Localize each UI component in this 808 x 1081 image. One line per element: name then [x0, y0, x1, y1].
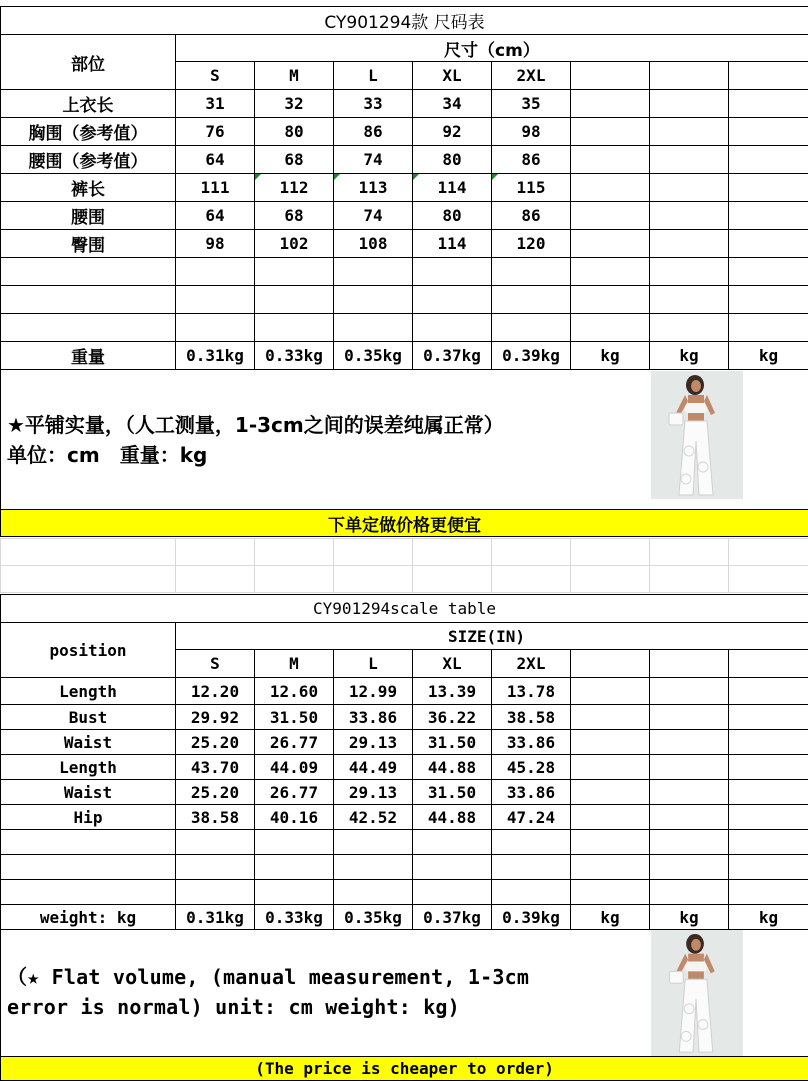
value-cell: 40.16 — [255, 805, 334, 830]
empty-cell — [650, 62, 729, 90]
model-figure-icon — [651, 930, 743, 1056]
table-row — [1, 755, 808, 780]
value-cell: 47.24 — [492, 805, 571, 830]
row-label: Length — [1, 678, 176, 705]
size-s: S — [176, 650, 255, 678]
row-label: 腰围（参考值） — [1, 146, 176, 174]
value-text: 113 — [359, 178, 388, 197]
weight-cell: kg — [650, 905, 729, 930]
empty-row — [1, 880, 808, 905]
empty-cell — [729, 705, 808, 730]
value-cell: 80 — [255, 118, 334, 146]
empty-cell — [650, 230, 729, 258]
cn-note — [7, 410, 504, 470]
value-cell: 33.86 — [492, 780, 571, 805]
en-part-header: position — [1, 623, 176, 678]
en-note-line2: error is normal) unit: cm weight: kg) — [7, 992, 529, 1022]
empty-cell — [729, 230, 808, 258]
spreadsheet-gap — [0, 538, 808, 593]
row-label: 裤长 — [1, 174, 176, 202]
weight-cell: 0.37kg — [413, 342, 492, 370]
table-row — [1, 705, 808, 730]
empty-cell — [650, 118, 729, 146]
empty-cell — [571, 730, 650, 755]
value-cell: 44.88 — [413, 755, 492, 780]
comment-marker-icon — [413, 174, 419, 180]
value-cell: 120 — [492, 230, 571, 258]
value-cell — [492, 174, 571, 202]
size-m: M — [255, 650, 334, 678]
comment-marker-icon — [255, 174, 261, 180]
value-cell: 80 — [413, 202, 492, 230]
table-row — [1, 805, 808, 830]
weight-label: weight: kg — [1, 905, 176, 930]
en-note-line1: （★ Flat volume, (manual measurement, 1-3cm — [7, 962, 529, 992]
product-photo — [651, 930, 743, 1057]
size-l: L — [334, 650, 413, 678]
weight-cell: 0.33kg — [255, 342, 334, 370]
row-label: Bust — [1, 705, 176, 730]
value-cell: 74 — [334, 202, 413, 230]
weight-cell: 0.31kg — [176, 342, 255, 370]
row-label: Length — [1, 755, 176, 780]
value-cell: 33.86 — [334, 705, 413, 730]
weight-cell: 0.39kg — [492, 342, 571, 370]
empty-cell — [729, 146, 808, 174]
value-cell: 26.77 — [255, 730, 334, 755]
value-cell: 102 — [255, 230, 334, 258]
value-cell: 44.49 — [334, 755, 413, 780]
empty-cell — [571, 62, 650, 90]
empty-cell — [729, 174, 808, 202]
row-label: Hip — [1, 805, 176, 830]
value-cell: 13.78 — [492, 678, 571, 705]
weight-cell: kg — [571, 905, 650, 930]
empty-cell — [729, 780, 808, 805]
size-2xl: 2XL — [492, 62, 571, 90]
weight-row — [1, 342, 808, 370]
value-cell: 12.60 — [255, 678, 334, 705]
empty-cell — [650, 146, 729, 174]
empty-cell — [571, 202, 650, 230]
empty-cell — [729, 678, 808, 705]
value-cell: 44.88 — [413, 805, 492, 830]
value-cell: 31.50 — [413, 730, 492, 755]
table-row — [1, 118, 808, 146]
value-text: 114 — [438, 178, 467, 197]
table-row — [1, 90, 808, 118]
en-promo-banner: (The price is cheaper to order) — [1, 1057, 808, 1081]
empty-cell — [571, 705, 650, 730]
empty-cell — [650, 678, 729, 705]
empty-cell — [729, 650, 808, 678]
value-text: 112 — [280, 178, 309, 197]
weight-cell: 0.35kg — [334, 342, 413, 370]
value-cell: 45.28 — [492, 755, 571, 780]
cn-promo-banner: 下单定做价格更便宜 — [1, 510, 808, 537]
empty-cell — [571, 174, 650, 202]
row-label: Waist — [1, 780, 176, 805]
row-label: Waist — [1, 730, 176, 755]
value-cell — [334, 174, 413, 202]
value-cell: 12.99 — [334, 678, 413, 705]
empty-cell — [650, 202, 729, 230]
empty-cell — [650, 780, 729, 805]
value-cell: 44.09 — [255, 755, 334, 780]
comment-marker-icon — [492, 174, 498, 180]
size-xl: XL — [413, 650, 492, 678]
empty-cell — [650, 805, 729, 830]
value-cell: 31.50 — [255, 705, 334, 730]
value-cell — [255, 174, 334, 202]
table-row — [1, 730, 808, 755]
cn-note-line2: 单位：cm 重量：kg — [7, 440, 504, 470]
value-cell: 68 — [255, 202, 334, 230]
cn-chart-title: CY901294款 尺码表 — [1, 7, 808, 35]
value-cell: 35 — [492, 90, 571, 118]
value-cell: 31.50 — [413, 780, 492, 805]
empty-cell — [650, 650, 729, 678]
empty-cell — [650, 755, 729, 780]
value-cell: 114 — [413, 230, 492, 258]
empty-row — [1, 855, 808, 880]
en-note-cell — [1, 930, 808, 1057]
cn-note-line1: ★平铺实量，（人工测量，1-3cm之间的误差纯属正常） — [7, 410, 504, 440]
value-cell: 38.58 — [492, 705, 571, 730]
empty-cell — [650, 705, 729, 730]
value-text: 115 — [517, 178, 546, 197]
empty-cell — [729, 730, 808, 755]
empty-cell — [571, 146, 650, 174]
weight-label: 重量 — [1, 342, 176, 370]
empty-row — [1, 830, 808, 855]
value-cell: 25.20 — [176, 780, 255, 805]
en-chart-title: CY901294scale table — [1, 595, 808, 623]
empty-cell — [571, 118, 650, 146]
size-m: M — [255, 62, 334, 90]
empty-cell — [571, 780, 650, 805]
value-cell: 92 — [413, 118, 492, 146]
table-row — [1, 174, 808, 202]
cn-size-chart — [0, 6, 808, 537]
empty-cell — [571, 230, 650, 258]
value-cell: 108 — [334, 230, 413, 258]
value-cell: 64 — [176, 202, 255, 230]
value-cell: 64 — [176, 146, 255, 174]
size-2xl: 2XL — [492, 650, 571, 678]
value-cell: 26.77 — [255, 780, 334, 805]
empty-cell — [571, 650, 650, 678]
cn-part-header: 部位 — [1, 35, 176, 90]
empty-cell — [650, 90, 729, 118]
value-cell: 98 — [492, 118, 571, 146]
value-cell: 98 — [176, 230, 255, 258]
value-cell: 29.92 — [176, 705, 255, 730]
product-photo — [651, 371, 743, 499]
en-note — [7, 962, 529, 1022]
table-row — [1, 230, 808, 258]
size-s: S — [176, 62, 255, 90]
empty-row — [1, 314, 808, 342]
value-cell: 36.22 — [413, 705, 492, 730]
weight-cell: 0.31kg — [176, 905, 255, 930]
en-size-chart — [0, 594, 808, 1081]
empty-cell — [571, 755, 650, 780]
weight-cell: 0.39kg — [492, 905, 571, 930]
model-figure-icon — [651, 371, 743, 499]
value-cell: 76 — [176, 118, 255, 146]
row-label: 腰围 — [1, 202, 176, 230]
weight-cell: kg — [729, 905, 808, 930]
value-cell — [413, 174, 492, 202]
empty-row — [1, 286, 808, 314]
value-cell: 111 — [176, 174, 255, 202]
table-row — [1, 780, 808, 805]
row-label: 臀围 — [1, 230, 176, 258]
value-cell: 86 — [492, 202, 571, 230]
weight-cell: kg — [729, 342, 808, 370]
empty-cell — [571, 678, 650, 705]
empty-cell — [650, 730, 729, 755]
value-cell: 33 — [334, 90, 413, 118]
weight-cell: kg — [571, 342, 650, 370]
table-row — [1, 202, 808, 230]
size-l: L — [334, 62, 413, 90]
en-size-header: SIZE(IN) — [176, 623, 808, 650]
empty-cell — [571, 805, 650, 830]
value-cell: 31 — [176, 90, 255, 118]
cn-size-header: 尺寸（cm） — [176, 35, 808, 62]
empty-cell — [729, 755, 808, 780]
value-cell: 34 — [413, 90, 492, 118]
value-cell: 38.58 — [176, 805, 255, 830]
weight-cell: 0.33kg — [255, 905, 334, 930]
row-label: 上衣长 — [1, 90, 176, 118]
empty-cell — [729, 62, 808, 90]
comment-marker-icon — [334, 174, 340, 180]
table-row — [1, 146, 808, 174]
weight-cell: 0.37kg — [413, 905, 492, 930]
value-cell: 29.13 — [334, 780, 413, 805]
table-row — [1, 678, 808, 705]
value-cell: 86 — [334, 118, 413, 146]
value-cell: 74 — [334, 146, 413, 174]
empty-row — [1, 258, 808, 286]
empty-cell — [571, 90, 650, 118]
weight-cell: 0.35kg — [334, 905, 413, 930]
value-cell: 12.20 — [176, 678, 255, 705]
value-cell: 32 — [255, 90, 334, 118]
value-cell: 86 — [492, 146, 571, 174]
value-cell: 42.52 — [334, 805, 413, 830]
empty-cell — [650, 174, 729, 202]
empty-cell — [729, 90, 808, 118]
size-xl: XL — [413, 62, 492, 90]
value-cell: 43.70 — [176, 755, 255, 780]
value-cell: 13.39 — [413, 678, 492, 705]
row-label: 胸围（参考值） — [1, 118, 176, 146]
value-cell: 80 — [413, 146, 492, 174]
weight-row — [1, 905, 808, 930]
empty-cell — [729, 118, 808, 146]
empty-cell — [729, 202, 808, 230]
empty-cell — [729, 805, 808, 830]
weight-cell: kg — [650, 342, 729, 370]
value-cell: 25.20 — [176, 730, 255, 755]
value-cell: 68 — [255, 146, 334, 174]
cn-note-cell — [1, 370, 808, 510]
value-cell: 29.13 — [334, 730, 413, 755]
value-cell: 33.86 — [492, 730, 571, 755]
